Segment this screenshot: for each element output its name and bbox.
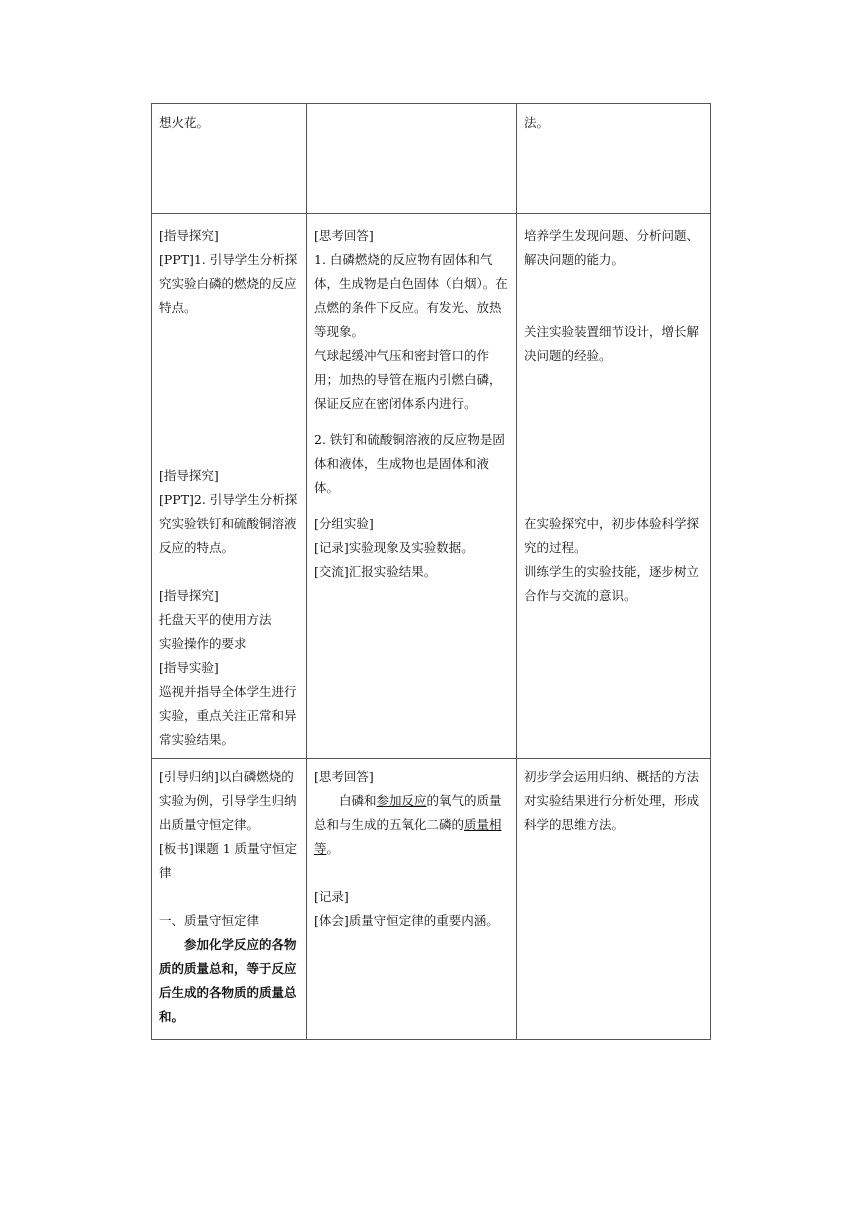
section-heading: 一、质量守恒定律 (159, 913, 260, 928)
answer-text: 气球起缓冲气压和密封管口的作用；加热的导管在瓶内引燃白磷，保证反应在密闭体系内进行。 (314, 348, 502, 411)
answer-part: 白磷和 (339, 793, 377, 808)
guide-text: [PPT]1. 引导学生分析探究实验白磷的燃烧的反应特点。 (159, 252, 298, 315)
guide-tag: [指导实验] (159, 660, 219, 675)
teacher-activity-cell (152, 104, 307, 214)
teacher-activity-cell (152, 214, 307, 759)
law-statement: 参加化学反应的各物质的质量总和，等于反应后生成的各物质的质量总和。 (159, 937, 297, 1024)
group-tag: [分组实验] (314, 516, 374, 531)
experience-text: [体会]质量守恒定律的重要内涵。 (314, 913, 499, 928)
cell-text: 想火花。 (159, 115, 210, 130)
guide-text: 实验操作的要求 (159, 636, 247, 651)
cell-text: 法。 (524, 115, 550, 130)
table-row (152, 759, 711, 1040)
student-activity-cell (307, 759, 517, 1040)
teacher-activity-cell (152, 759, 307, 1040)
guide-tag: [指导探究] (159, 468, 219, 483)
intent-text: 培养学生发现问题、分析问题、解决问题的能力。 (524, 228, 700, 267)
think-tag: [思考回答] (314, 769, 374, 784)
guide-tag: [指导探究] (159, 228, 219, 243)
guide-tag: [指导探究] (159, 588, 219, 603)
answer-text: 2. 铁钉和硫酸铜溶液的反应物是固体和液体，生成物也是固体和液体。 (314, 432, 505, 495)
induce-text: [引导归纳]以白磷燃烧的实验为例，引导学生归纳出质量守恒定律。 (159, 769, 297, 832)
answer-part: 。 (326, 841, 340, 856)
student-activity-cell (307, 214, 517, 759)
exchange-text: [交流]汇报实验结果。 (314, 564, 437, 579)
intent-text: 关注实验装置细节设计，增长解决问题的经验。 (524, 324, 700, 363)
table-row (152, 104, 711, 214)
design-intent-cell (517, 214, 711, 759)
design-intent-cell (517, 104, 711, 214)
intent-text: 初步学会运用归纳、概括的方法对实验结果进行分析处理，形成科学的思维方法。 (524, 769, 700, 832)
board-text: [板书]课题 1 质量守恒定律 (159, 841, 298, 880)
guide-text: 巡视并指导全体学生进行实验，重点关注正常和异常实验结果。 (159, 684, 297, 747)
answer-underlined: 参加反应 (376, 793, 427, 808)
lesson-plan-table (151, 103, 711, 1040)
answer-underlined: 质量相等 (314, 817, 502, 856)
guide-text: 托盘天平的使用方法 (159, 612, 272, 627)
guide-text: [PPT]2. 引导学生分析探究实验铁钉和硫酸铜溶液反应的特点。 (159, 492, 298, 555)
table-row (152, 214, 711, 759)
answer-text: 1. 白磷燃烧的反应物有固体和气体，生成物是白色固体（白烟）。在点燃的条件下反应。有发光、放热等现象。 (314, 252, 508, 339)
design-intent-cell (517, 759, 711, 1040)
record-tag: [记录] (314, 889, 349, 904)
answer-text (314, 789, 509, 861)
record-text: [记录]实验现象及实验数据。 (314, 540, 474, 555)
answer-part: 的氧气的质量总和与生成的五氧化二磷的 (314, 793, 502, 832)
student-activity-cell (307, 104, 517, 214)
intent-text: 在实验探究中，初步体验科学探究的过程。 (524, 516, 700, 555)
think-tag: [思考回答] (314, 228, 374, 243)
intent-text: 训练学生的实验技能，逐步树立合作与交流的意识。 (524, 564, 700, 603)
